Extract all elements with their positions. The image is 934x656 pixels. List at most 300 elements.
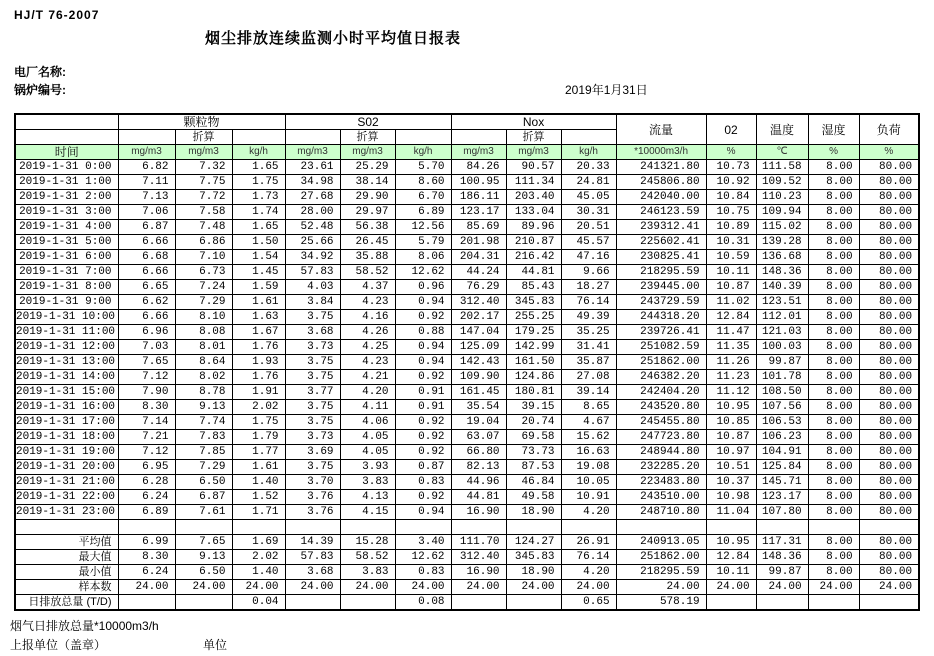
data-cell: 11.23 [706,370,756,385]
data-cell: 3.75 [285,415,340,430]
data-cell: 8.00 [808,415,859,430]
table-row [15,205,919,220]
unit-mg: mg/m3 [340,145,395,160]
data-cell: 123.17 [756,490,808,505]
data-cell: 8.00 [808,190,859,205]
data-cell: 10.73 [706,160,756,175]
data-cell: 24.00 [808,580,859,595]
unit-percent: % [706,145,756,160]
data-cell: 14.39 [285,535,340,550]
data-cell: 6.24 [118,565,175,580]
data-cell: 243510.00 [616,490,706,505]
data-cell: 4.15 [340,505,395,520]
data-cell: 3.75 [285,355,340,370]
unit-label: 单位 [203,638,228,652]
data-cell: 8.00 [808,385,859,400]
table-row [15,250,919,265]
empty-cell [616,520,706,535]
unit-flow: *10000m3/h [616,145,706,160]
data-cell: 0.88 [395,325,451,340]
data-cell: 80.00 [859,355,919,370]
data-cell: 123.51 [756,295,808,310]
data-cell: 25.29 [340,160,395,175]
data-cell: 140.39 [756,280,808,295]
data-cell: 117.31 [756,535,808,550]
row-header-cell: 2019-1-31 2:00 [15,190,118,205]
data-cell: 10.11 [706,265,756,280]
data-cell: 80.00 [859,190,919,205]
data-cell: 4.21 [340,370,395,385]
data-cell: 125.84 [756,460,808,475]
data-cell: 3.76 [285,505,340,520]
data-cell: 245806.80 [616,175,706,190]
data-cell: 31.41 [561,340,616,355]
row-header-cell: 2019-1-31 16:00 [15,400,118,415]
data-cell: 4.05 [340,430,395,445]
data-cell: 111.34 [506,175,561,190]
data-cell: 99.87 [756,565,808,580]
data-cell: 148.36 [756,265,808,280]
data-cell: 4.23 [340,295,395,310]
unit-mg: mg/m3 [285,145,340,160]
data-cell: 3.84 [285,295,340,310]
data-cell: 1.76 [232,340,285,355]
data-cell: 24.00 [175,580,232,595]
data-cell: 24.81 [561,175,616,190]
data-cell: 5.70 [395,160,451,175]
data-cell [340,595,395,611]
data-cell: 139.28 [756,235,808,250]
empty-cell [395,130,451,145]
data-cell: 25.66 [285,235,340,250]
row-header-cell: 2019-1-31 23:00 [15,505,118,520]
data-cell: 80.00 [859,475,919,490]
data-cell: 8.00 [808,205,859,220]
data-cell: 44.24 [451,265,506,280]
row-header-cell: 平均值 [15,535,118,550]
data-cell [285,595,340,611]
data-cell: 44.81 [451,490,506,505]
data-cell: 5.79 [395,235,451,250]
data-cell: 100.03 [756,340,808,355]
data-cell: 8.65 [561,400,616,415]
data-cell: 7.32 [175,160,232,175]
data-cell: 80.00 [859,415,919,430]
data-cell: 6.66 [118,310,175,325]
row-header-cell: 日排放总量 (T/D) [15,595,118,611]
data-cell: 7.12 [118,445,175,460]
data-cell [451,595,506,611]
data-cell: 1.59 [232,280,285,295]
data-cell: 3.77 [285,385,340,400]
data-cell: 29.97 [340,205,395,220]
data-cell: 1.73 [232,190,285,205]
data-cell: 20.33 [561,160,616,175]
data-cell: 10.37 [706,475,756,490]
data-cell [859,595,919,611]
data-cell: 8.02 [175,370,232,385]
converted-label-so2: 折算 [340,130,395,145]
data-cell: 8.00 [808,220,859,235]
data-cell: 10.98 [706,490,756,505]
data-cell: 12.56 [395,220,451,235]
data-cell: 8.00 [808,460,859,475]
data-cell: 248944.80 [616,445,706,460]
data-cell: 111.70 [451,535,506,550]
data-cell: 0.83 [395,565,451,580]
table-row [15,295,919,310]
page-title: 烟尘排放连续监测小时平均值日报表 [205,30,462,47]
data-cell: 0.08 [395,595,451,611]
data-cell: 18.27 [561,280,616,295]
data-cell: 18.90 [506,565,561,580]
data-cell: 80.00 [859,340,919,355]
data-cell: 8.00 [808,175,859,190]
unit-percent: % [859,145,919,160]
data-cell: 8.60 [395,175,451,190]
data-cell: 80.00 [859,220,919,235]
data-cell: 80.00 [859,445,919,460]
table-row [15,280,919,295]
data-cell: 0.92 [395,370,451,385]
data-cell: 9.13 [175,400,232,415]
data-cell: 8.64 [175,355,232,370]
data-cell: 10.89 [706,220,756,235]
data-cell: 10.75 [706,205,756,220]
data-cell: 202.17 [451,310,506,325]
data-cell: 0.83 [395,475,451,490]
data-cell: 106.23 [756,430,808,445]
table-row [15,475,919,490]
data-cell: 0.04 [232,595,285,611]
data-cell [808,595,859,611]
data-cell: 10.87 [706,430,756,445]
row-header-cell: 2019-1-31 20:00 [15,460,118,475]
data-cell: 80.00 [859,370,919,385]
data-cell: 26.45 [340,235,395,250]
data-cell: 66.80 [451,445,506,460]
data-cell: 6.87 [118,220,175,235]
empty-cell [232,130,285,145]
data-cell: 4.16 [340,310,395,325]
data-cell: 24.00 [706,580,756,595]
data-cell: 203.40 [506,190,561,205]
data-cell: 210.87 [506,235,561,250]
data-cell: 3.73 [285,340,340,355]
data-cell: 7.03 [118,340,175,355]
data-cell: 80.00 [859,280,919,295]
data-cell: 251862.00 [616,355,706,370]
data-cell: 7.11 [118,175,175,190]
data-cell: 6.87 [175,490,232,505]
empty-cell [706,520,756,535]
unit-kg: kg/h [561,145,616,160]
data-cell: 3.75 [285,460,340,475]
data-cell: 6.50 [175,475,232,490]
col-group-humidity: 湿度 [808,114,859,145]
converted-label-pm: 折算 [175,130,232,145]
table-row [15,340,919,355]
data-cell: 6.73 [175,265,232,280]
data-cell: 8.00 [808,325,859,340]
data-cell: 3.75 [285,400,340,415]
data-cell: 8.00 [808,505,859,520]
data-cell: 10.85 [706,415,756,430]
data-cell: 90.57 [506,160,561,175]
row-header-cell: 2019-1-31 17:00 [15,415,118,430]
unit-kg: kg/h [395,145,451,160]
data-cell: 104.91 [756,445,808,460]
data-cell: 46.84 [506,475,561,490]
data-cell: 255.25 [506,310,561,325]
converted-label-nox: 折算 [506,130,561,145]
data-cell: 101.78 [756,370,808,385]
data-cell: 112.01 [756,310,808,325]
data-cell: 6.70 [395,190,451,205]
data-cell: 57.83 [285,265,340,280]
data-cell: 10.31 [706,235,756,250]
data-cell: 30.31 [561,205,616,220]
data-cell: 0.92 [395,445,451,460]
data-cell: 7.58 [175,205,232,220]
data-cell: 142.99 [506,340,561,355]
data-cell: 8.00 [808,295,859,310]
data-cell: 11.35 [706,340,756,355]
table-row [15,550,919,565]
col-group-temperature: 温度 [756,114,808,145]
table-row [15,325,919,340]
data-cell: 1.50 [232,235,285,250]
col-group-pm: 颗粒物 [118,114,285,130]
data-cell: 6.28 [118,475,175,490]
data-cell: 39.14 [561,385,616,400]
data-cell: 247723.80 [616,430,706,445]
data-cell: 1.52 [232,490,285,505]
data-cell: 3.68 [285,325,340,340]
data-cell: 312.40 [451,550,506,565]
data-cell: 111.58 [756,160,808,175]
data-cell: 58.52 [340,550,395,565]
data-cell: 108.50 [756,385,808,400]
units-row [15,145,919,160]
table-row [15,160,919,175]
data-cell: 147.04 [451,325,506,340]
data-cell: 1.79 [232,430,285,445]
flue-gas-total-label: 烟气日排放总量*10000m3/h [10,619,159,633]
data-cell: 243520.80 [616,400,706,415]
data-cell: 80.00 [859,205,919,220]
data-cell: 8.00 [808,310,859,325]
data-cell: 8.00 [808,340,859,355]
data-cell: 80.00 [859,430,919,445]
data-cell: 3.83 [340,475,395,490]
data-cell: 7.12 [118,370,175,385]
data-cell: 4.06 [340,415,395,430]
table-row [15,565,919,580]
data-cell: 109.94 [756,205,808,220]
data-cell: 7.06 [118,205,175,220]
data-cell: 10.59 [706,250,756,265]
empty-cell [451,130,506,145]
data-cell: 245455.80 [616,415,706,430]
data-cell: 34.92 [285,250,340,265]
data-cell: 8.00 [808,235,859,250]
table-row [15,385,919,400]
data-cell: 6.68 [118,250,175,265]
data-cell: 76.29 [451,280,506,295]
data-cell: 8.00 [808,400,859,415]
data-cell: 12.62 [395,550,451,565]
row-header-cell: 最大值 [15,550,118,565]
data-cell: 4.23 [340,355,395,370]
data-cell: 63.07 [451,430,506,445]
data-cell: 312.40 [451,295,506,310]
empty-cell [15,114,118,130]
data-cell: 3.40 [395,535,451,550]
data-cell: 8.30 [118,400,175,415]
data-cell: 44.96 [451,475,506,490]
data-cell: 7.65 [118,355,175,370]
data-cell: 10.05 [561,475,616,490]
data-cell: 0.92 [395,490,451,505]
data-cell: 27.68 [285,190,340,205]
data-cell: 239312.41 [616,220,706,235]
data-cell: 8.00 [808,430,859,445]
data-cell: 24.00 [118,580,175,595]
doc-code: HJ/T 76-2007 [14,8,100,22]
data-cell: 8.00 [808,445,859,460]
data-cell: 11.02 [706,295,756,310]
data-cell [118,595,175,611]
data-cell: 6.82 [118,160,175,175]
data-cell: 0.92 [395,415,451,430]
data-cell: 45.05 [561,190,616,205]
data-cell: 8.01 [175,340,232,355]
data-cell: 345.83 [506,295,561,310]
table-row [15,310,919,325]
data-cell: 161.50 [506,355,561,370]
empty-cell [808,520,859,535]
col-group-flow: 流量 [616,114,706,145]
data-cell: 4.67 [561,415,616,430]
data-cell: 1.65 [232,220,285,235]
data-cell: 251082.59 [616,340,706,355]
data-cell: 10.91 [561,490,616,505]
data-cell: 7.13 [118,190,175,205]
data-cell: 6.50 [175,565,232,580]
data-cell: 0.94 [395,355,451,370]
empty-cell [395,520,451,535]
data-cell: 4.25 [340,340,395,355]
data-cell: 19.08 [561,460,616,475]
hourly-rows [15,160,919,520]
unit-mg: mg/m3 [118,145,175,160]
data-cell: 80.00 [859,310,919,325]
row-header-cell: 最小值 [15,565,118,580]
data-cell: 241321.80 [616,160,706,175]
data-cell: 109.52 [756,175,808,190]
data-cell: 8.00 [808,475,859,490]
data-cell: 12.62 [395,265,451,280]
data-cell: 1.75 [232,415,285,430]
data-cell: 7.75 [175,175,232,190]
data-cell: 3.68 [285,565,340,580]
data-cell: 223483.80 [616,475,706,490]
data-cell: 225602.41 [616,235,706,250]
data-cell: 8.78 [175,385,232,400]
data-cell: 1.75 [232,175,285,190]
data-cell: 7.90 [118,385,175,400]
data-cell: 11.26 [706,355,756,370]
data-cell: 80.00 [859,535,919,550]
data-cell: 80.00 [859,550,919,565]
data-cell: 0.96 [395,280,451,295]
data-cell: 1.67 [232,325,285,340]
data-cell: 124.86 [506,370,561,385]
data-cell: 4.11 [340,400,395,415]
data-cell: 1.93 [232,355,285,370]
data-cell: 3.76 [285,490,340,505]
data-cell: 56.38 [340,220,395,235]
data-cell: 8.00 [808,160,859,175]
data-cell: 3.75 [285,370,340,385]
row-header-cell: 2019-1-31 21:00 [15,475,118,490]
data-cell: 6.66 [118,265,175,280]
data-cell: 7.74 [175,415,232,430]
data-cell: 148.36 [756,550,808,565]
data-cell: 10.92 [706,175,756,190]
data-cell: 3.70 [285,475,340,490]
data-cell: 6.89 [395,205,451,220]
data-cell: 216.42 [506,250,561,265]
data-cell: 201.98 [451,235,506,250]
data-cell: 80.00 [859,460,919,475]
data-cell: 76.14 [561,295,616,310]
data-cell: 6.96 [118,325,175,340]
data-cell: 52.48 [285,220,340,235]
data-cell: 239726.41 [616,325,706,340]
row-header-cell: 2019-1-31 9:00 [15,295,118,310]
data-cell: 1.69 [232,535,285,550]
data-cell: 24.00 [340,580,395,595]
data-cell: 28.00 [285,205,340,220]
data-cell: 44.81 [506,265,561,280]
data-cell: 0.92 [395,430,451,445]
data-cell: 35.88 [340,250,395,265]
data-cell: 218295.59 [616,265,706,280]
data-cell: 6.66 [118,235,175,250]
data-cell: 243729.59 [616,295,706,310]
empty-cell [859,520,919,535]
empty-cell [506,520,561,535]
data-cell: 57.83 [285,550,340,565]
data-cell: 87.53 [506,460,561,475]
table-row [15,235,919,250]
table-row [15,355,919,370]
unit-percent: % [808,145,859,160]
table-row [15,490,919,505]
data-cell: 8.00 [808,265,859,280]
data-cell: 10.87 [706,280,756,295]
data-cell: 11.12 [706,385,756,400]
table-row [15,370,919,385]
empty-cell [232,520,285,535]
data-cell: 0.94 [395,295,451,310]
row-header-cell: 2019-1-31 14:00 [15,370,118,385]
data-cell: 19.04 [451,415,506,430]
data-cell: 8.08 [175,325,232,340]
data-cell [175,595,232,611]
